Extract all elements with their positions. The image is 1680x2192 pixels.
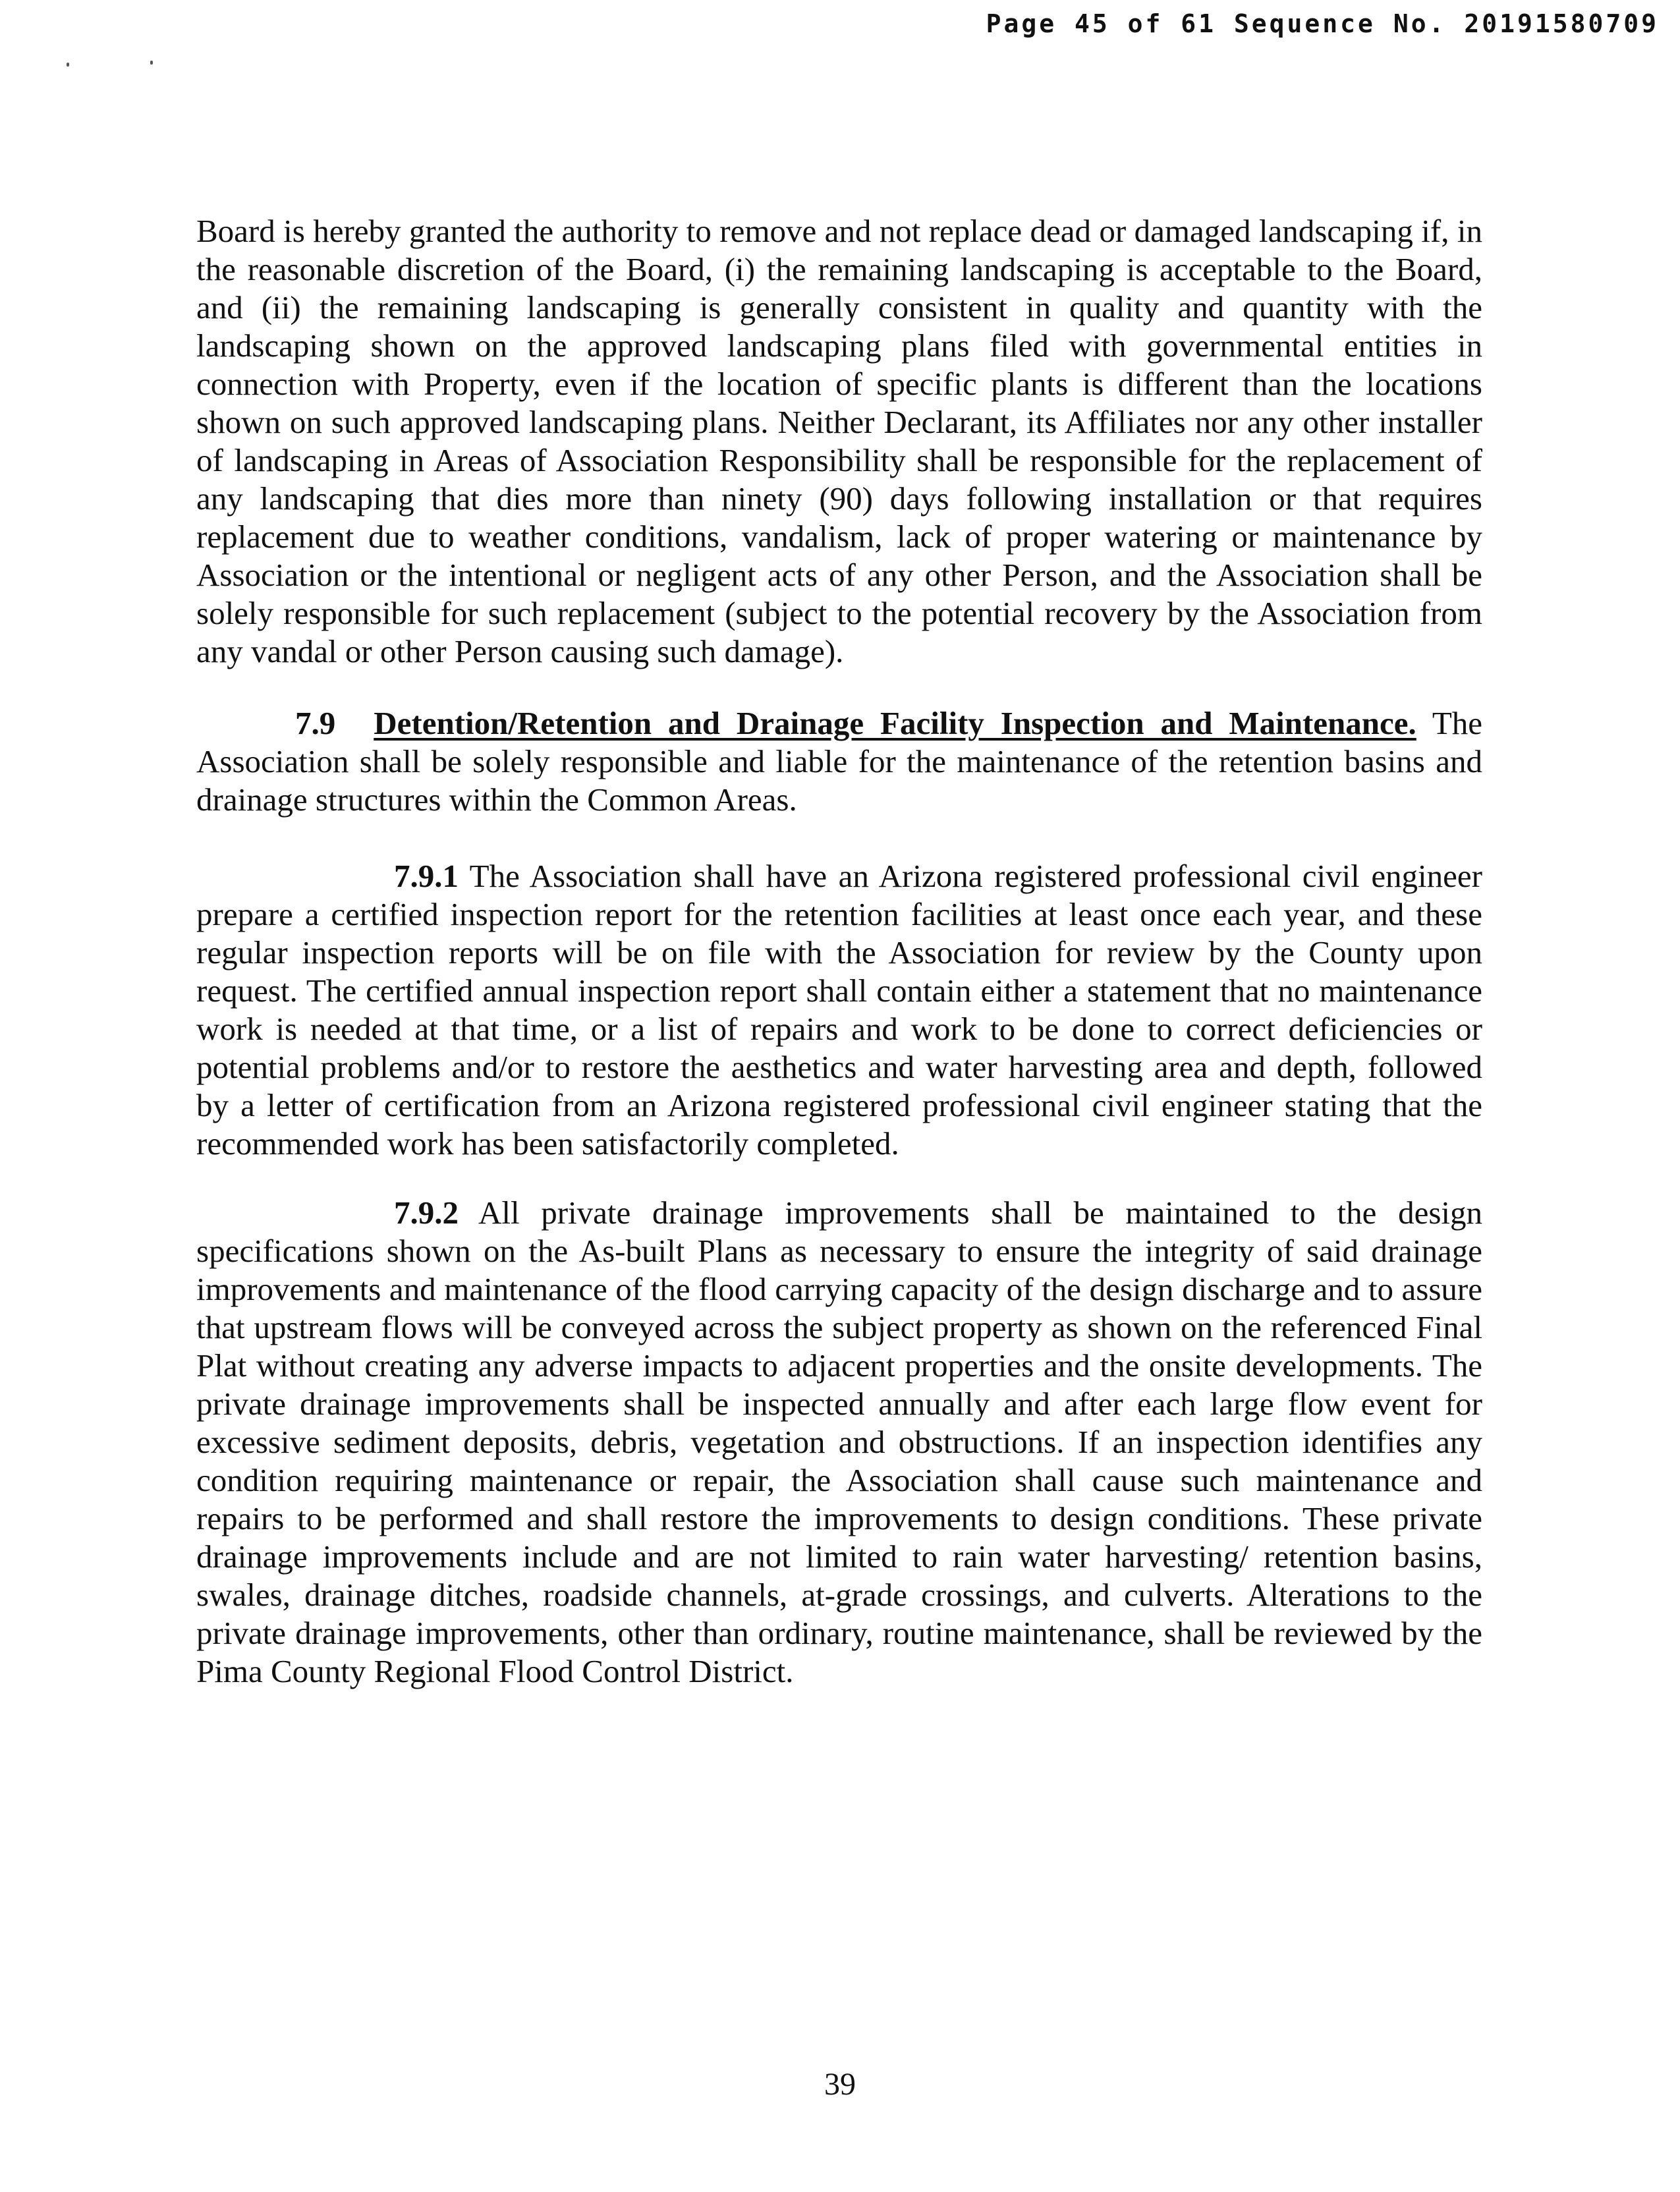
section-7-9-2 (196, 1194, 1482, 1691)
page-sequence-header: Page 45 of 61 Sequence No. 20191580709 (986, 9, 1659, 38)
section-number: 7.9 (295, 705, 336, 741)
section-7-9-1 (196, 857, 1482, 1163)
section-title: Detention/Retention and Drainage Facility Inspection and Maintenance. (374, 705, 1416, 741)
paragraph-landscaping-continued (196, 212, 1482, 671)
section-number: 7.9.1 (394, 858, 459, 894)
paragraph-text: All private drainage improvements shall be maintained to the design specifications shown on the As-built Plans as necessary to ensure the integrity of said drainage improvements and maintenance of the flood carrying capacity of the design discharge and to assure that upstream flows will be conveyed across the subject property as shown on the referenced Final Plat without creating any adverse impacts to adjacent properties and the onsite developments. The private drainage improvements shall be inspected annually and after each large flow event for excessive sediment deposits, debris, vegetation and obstructions. If an inspection identifies any condition requiring maintenance or repair, the Association shall cause such maintenance and repairs to be performed and shall restore the improvements to design conditions. These private drainage improvements include and are not limited to rain water harvesting/ retention basins, swales, drainage ditches, roadside channels, at-grade crossings, and culverts. Alterations to the private drainage improvements, other than ordinary, routine maintenance, shall be reviewed by the Pima County Regional Flood Control District. (196, 1194, 1483, 1689)
section-7-9 (196, 704, 1482, 819)
page-number: 39 (824, 2067, 856, 2102)
scan-mark (150, 61, 153, 65)
paragraph-text: The Association shall have an Arizona registered professional civil engineer prepare a certified inspection report for the retention facilities at least once each year, and these regular inspection reports will be on file with the Association for review by the County upon request. The certified annual inspection report shall contain either a statement that no maintenance work is needed at that time, or a list of repairs and work to be done to correct deficiencies or potential problems and/or to restore the aesthetics and water harvesting area and depth, followed by a letter of certification from an Arizona registered professional civil engineer stating that the recommended work has been satisfactorily completed. (196, 858, 1482, 1162)
section-number: 7.9.2 (394, 1194, 459, 1231)
paragraph-text: The Association shall be solely responsible and liable for the maintenance of the retention basins and drainage structures within the Common Areas. (196, 705, 1482, 818)
scan-mark (67, 63, 69, 67)
paragraph-text: Board is hereby granted the authority to remove and not replace dead or damaged landscaping if, in the reasonable discretion of the Board, (i) the remaining landscaping is acceptable to the Board, and (ii) the remaining landscaping is generally consistent in quality and quantity with the landscaping shown on the approved landscaping plans filed with governmental entities in connection with Property, even if the location of specific plants is different than the locations shown on such approved landscaping plans. Neither Declarant, its Affiliates nor any other installer of landscaping in Areas of Association Responsibility shall be responsible for the replacement of any landscaping that dies more than ninety (90) days following installation or that requires replacement due to weather conditions, vandalism, lack of proper watering or maintenance by Association or the intentional or negligent acts of any other Person, and the Association shall be solely responsible for such replacement (subject to the potential recovery by the Association from any vandal or other Person causing such damage). (196, 213, 1482, 669)
